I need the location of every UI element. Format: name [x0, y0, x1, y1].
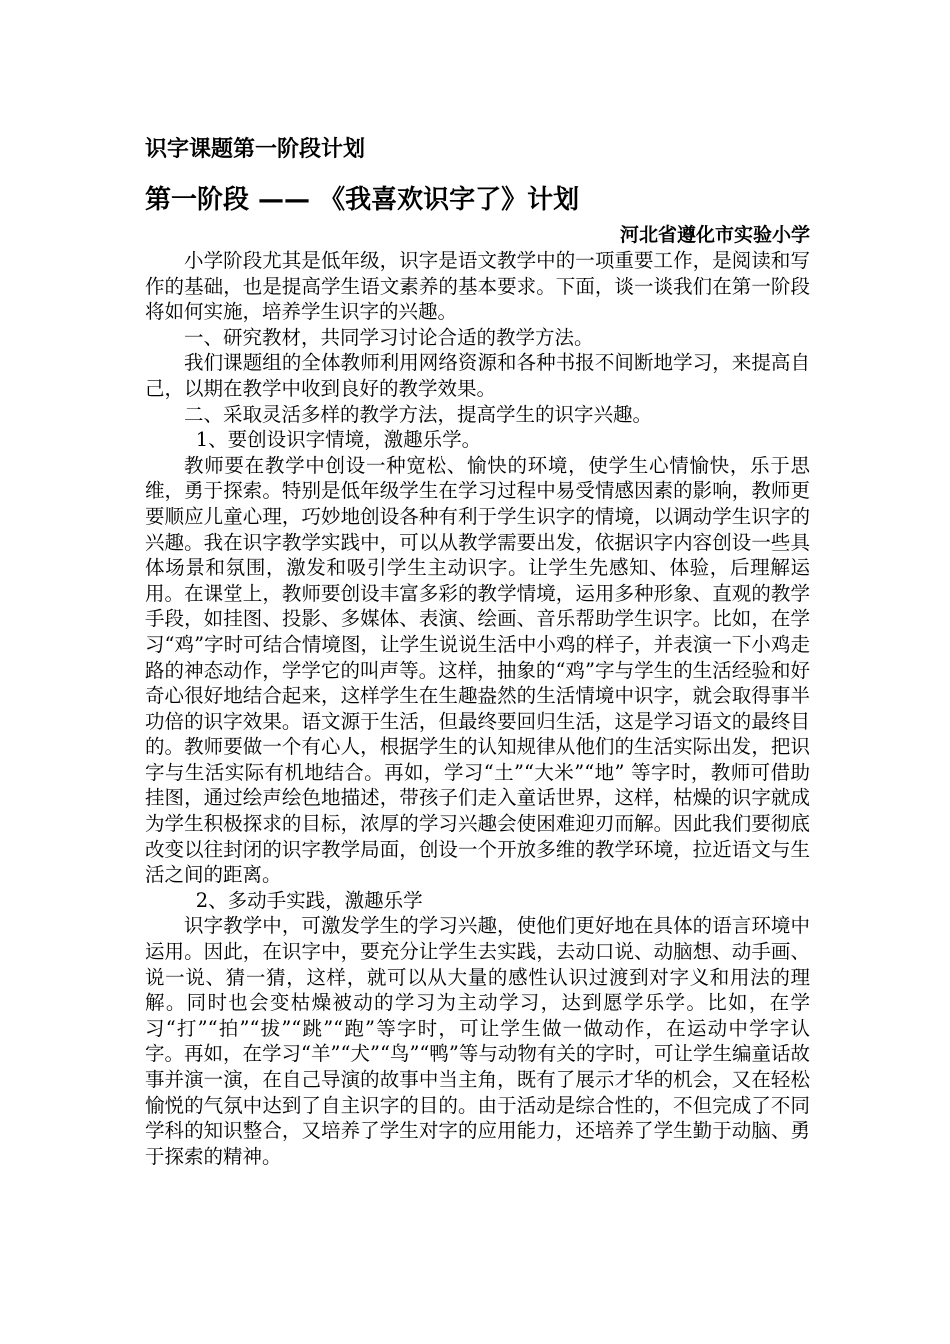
subheading-2: 2、多动手实践，激趣乐学 [195, 888, 423, 912]
school-name: 河北省遵化市实验小学 [619, 224, 810, 246]
document-page [145, 0, 810, 1344]
section-heading-1: 一、研究教材，共同学习讨论合适的教学方法。 [184, 325, 594, 349]
paragraph-research: 我们课题组的全体教师利用网络资源和各种书报不间断地学习，来提高自己，以期在教学中收到良好的教学效果。 [145, 351, 810, 400]
subheading-1: 1、要创设识字情境，激趣乐学。 [195, 428, 482, 452]
paragraph-intro: 小学阶段尤其是低年级，识字是语文教学中的一项重要工作，是阅读和写作的基础，也是提高学生语文素养的基本要求。下面，谈一谈我们在第一阶段将如何实施，培养学生识字的兴趣。 [145, 249, 810, 324]
document-body [145, 248, 810, 1169]
stage-title: 第一阶段 —— 《我喜欢识字了》计划 [145, 185, 580, 215]
section-heading-2: 二、采取灵活多样的教学方法，提高学生的识字兴趣。 [184, 402, 653, 426]
document-title: 识字课题第一阶段计划 [145, 137, 366, 162]
paragraph-practice: 识字教学中，可激发学生的学习兴趣，使他们更好地在具体的语言环境中运用。因此，在识字中，要充分让学生去实践，去动口说、动脑想、动手画、说一说、猜一猜，这样，就可以从大量的感性认识过渡到对字义和用法的理解。同时也会变枯燥被动的学习为主动学习，达到愿学乐学。比如，在学习“打”“拍”“拔”“跳”“跑”等字时，可让学生做一做动作，在运动中学字认字。再如，在学习“羊”“犬”“鸟”“鸭”等与动物有关的字时，可让学生编童话故事并演一演，在自己导演的故事中当主角，既有了展示才华的机会，又在轻松愉悦的气氛中达到了自主识字的目的。由于活动是综合性的，不但完成了不同学科的知识整合，又培养了学生对字的应用能力，还培养了学生勤于动脑、勇于探索的精神。 [145, 914, 810, 1168]
paragraph-context: 教师要在教学中创设一种宽松、愉快的环境，使学生心情愉快，乐于思维，勇于探索。特别是低年级学生在学习过程中易受情感因素的影响，教师更要顺应儿童心理，巧妙地创设各种有利于学生识字的情境，以调动学生识字的兴趣。我在识字教学实践中，可以从教学需要出发，依据识字内容创设一些具体场景和氛围，激发和吸引学生主动识字。让学生先感知、体验，后理解运用。在课堂上，教师要创设丰富多彩的教学情境，运用多种形象、直观的教学手段，如挂图、投影、多媒体、表演、绘画、音乐帮助学生识字。比如，在学习“鸡”字时可结合情境图，让学生说说生活中小鸡的样子，并表演一下小鸡走路的神态动作，学学它的叫声等。这样，抽象的“鸡”字与学生的生活经验和好奇心很好地结合起来，这样学生在生趣盎然的生活情境中识字，就会取得事半功倍的识字效果。语文源于生活，但最终要回归生活，这是学习语文的最终目的。教师要做一个有心人，根据学生的认知规律从他们的生活实际出发，把识字与生活实际有机地结合。再如，学习“土”“大米”“地” 等字时，教师可借助挂图，通过绘声绘色地描述，带孩子们走入童话世界，这样，枯燥的识字就成为学生积极探求的目标，浓厚的学习兴趣会使困难迎刃而解。因此我们要彻底改变以往封闭的识字教学局面，创设一个开放多维的教学环境，拉近语文与生活之间的距离。 [145, 453, 810, 887]
